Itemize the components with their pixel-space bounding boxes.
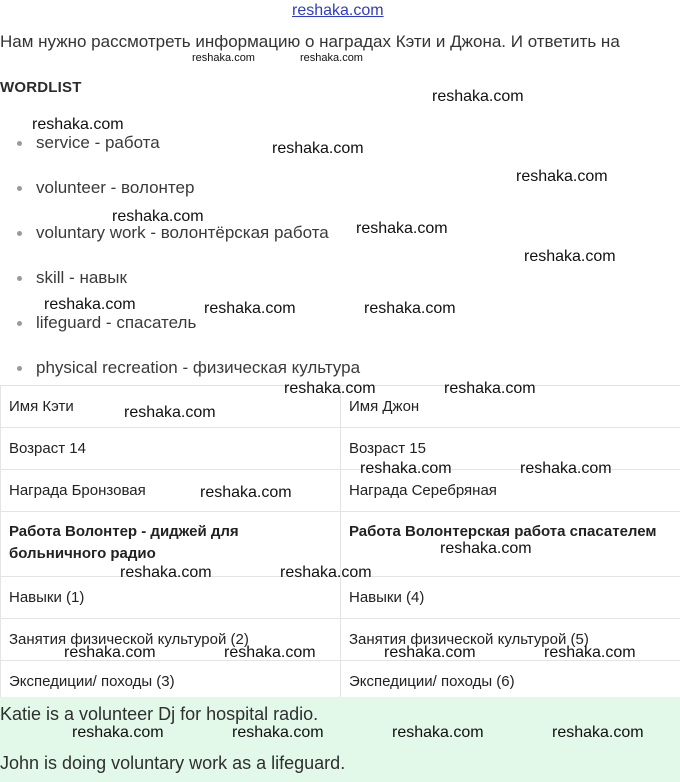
watermark: reshaka.com: [432, 88, 524, 105]
word-item-text: service - работа: [36, 133, 160, 152]
table-cell-katie: Занятия физической культурой (2): [1, 619, 341, 661]
watermark: reshaka.com: [384, 644, 476, 661]
word-list: [0, 130, 360, 400]
wordlist-title: WORDLIST: [0, 79, 82, 96]
watermark: reshaka.com: [192, 52, 255, 64]
bullet-icon: [17, 366, 22, 371]
watermark: reshaka.com: [552, 724, 644, 741]
table-cell-katie: Имя Кэти: [1, 386, 341, 428]
word-item-text: skill - навык: [36, 268, 127, 287]
watermark: reshaka.com: [524, 248, 616, 265]
word-item-text: volunteer - волонтер: [36, 178, 195, 197]
watermark: reshaka.com: [200, 484, 292, 501]
bullet-icon: [17, 141, 22, 146]
answer-line-katie: Katie is a volunteer Dj for hospital radio.: [0, 704, 319, 724]
watermark: reshaka.com: [224, 644, 316, 661]
bullet-icon: [17, 321, 22, 326]
watermark: reshaka.com: [300, 52, 363, 64]
word-item-text: lifeguard - спасатель: [36, 313, 197, 332]
watermark: reshaka.com: [72, 724, 164, 741]
table-cell-katie: Возраст 14: [1, 428, 341, 470]
site-link[interactable]: reshaka.com: [292, 2, 384, 19]
watermark: reshaka.com: [520, 460, 612, 477]
bullet-icon: [17, 186, 22, 191]
table-cell-katie: Работа Волонтер - диджей для больничного радио: [1, 512, 341, 577]
bullet-icon: [17, 231, 22, 236]
word-item: [0, 220, 360, 265]
intro-text: Нам нужно рассмотреть информацию о наградах Кэти и Джона. И ответить на: [0, 32, 620, 51]
watermark: reshaka.com: [444, 380, 536, 397]
watermark: reshaka.com: [232, 724, 324, 741]
answer-line-john: John is doing voluntary work as a lifeguard.: [0, 753, 346, 773]
watermark: reshaka.com: [360, 460, 452, 477]
word-item: [0, 310, 360, 355]
table-cell-john: Работа Волонтерская работа спасателем: [341, 512, 680, 577]
bullet-icon: [17, 276, 22, 281]
watermark: reshaka.com: [124, 404, 216, 421]
table-cell-john: Навыки (4): [341, 577, 680, 619]
watermark: reshaka.com: [392, 724, 484, 741]
table-cell-john: Возраст 15: [341, 428, 680, 470]
watermark: reshaka.com: [32, 116, 124, 133]
watermark: reshaka.com: [204, 300, 296, 317]
table-cell-john: Экспедиции/ походы (6): [341, 661, 680, 703]
watermark: reshaka.com: [64, 644, 156, 661]
watermark: reshaka.com: [112, 208, 204, 225]
table-cell-john: Имя Джон: [341, 386, 680, 428]
watermark: reshaka.com: [44, 296, 136, 313]
watermark: reshaka.com: [284, 380, 376, 397]
table-cell-john: Награда Серебряная: [341, 470, 680, 512]
watermark: reshaka.com: [440, 540, 532, 557]
watermark: reshaka.com: [356, 220, 448, 237]
intro-clip: [0, 30, 680, 70]
table-row: [1, 577, 680, 619]
table-cell-katie: Награда Бронзовая: [1, 470, 341, 512]
watermark: reshaka.com: [272, 140, 364, 157]
watermark: reshaka.com: [516, 168, 608, 185]
table-cell-katie: Навыки (1): [1, 577, 341, 619]
watermark: reshaka.com: [364, 300, 456, 317]
watermark: reshaka.com: [280, 564, 372, 581]
table-cell-john: Занятия физической культурой (5): [341, 619, 680, 661]
watermark: reshaka.com: [120, 564, 212, 581]
watermark: reshaka.com: [544, 644, 636, 661]
word-item-text: physical recreation - физическая культура: [36, 358, 361, 377]
word-item-text: voluntary work - волонтёрская работа: [36, 223, 329, 242]
table-cell-katie: Экспедиции/ походы (3): [1, 661, 341, 703]
